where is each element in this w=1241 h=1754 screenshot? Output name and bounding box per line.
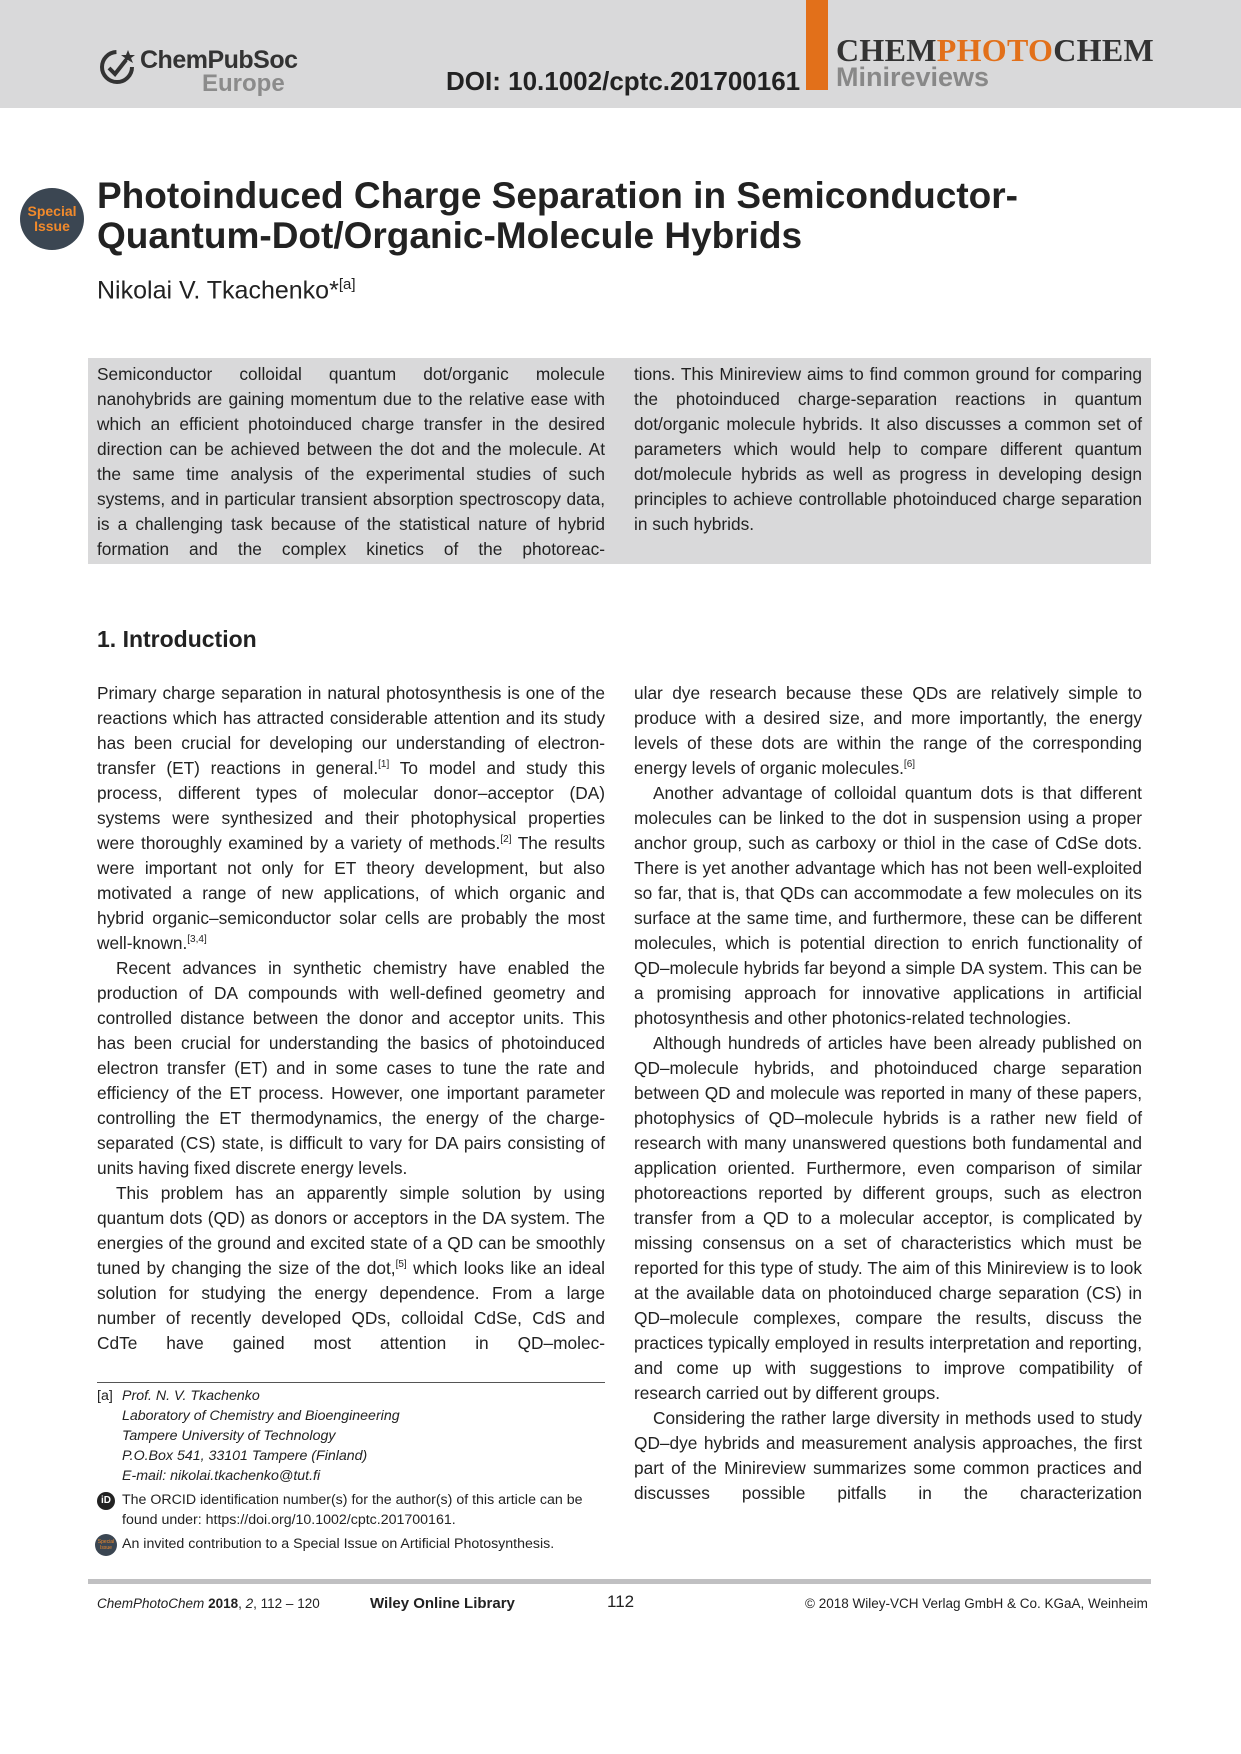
special-issue-footnote xyxy=(97,1534,605,1554)
special-issue-badge xyxy=(20,188,84,250)
journal-name-part2: PHOTO xyxy=(936,32,1054,68)
footer-journal-name: ChemPhotoChem xyxy=(97,1596,205,1611)
author-line xyxy=(97,276,356,305)
publisher-region: Europe xyxy=(202,70,285,97)
article-doi[interactable]: DOI: 10.1002/cptc.201700161 xyxy=(446,66,801,96)
title-line1: Photoinduced Charge Separation in Semiconductor- xyxy=(97,175,1018,216)
affiliation-address: P.O.Box 541, 33101 Tampere (Finland) xyxy=(122,1448,368,1464)
affiliation-name: Prof. N. V. Tkachenko xyxy=(122,1388,260,1404)
title-line2: Quantum-Dot/Organic-Molecule Hybrids xyxy=(97,215,803,256)
affiliation-university: Tampere University of Technology xyxy=(122,1428,336,1444)
paragraph-text: This problem has an apparently simple solution by using quantum dots (QD) as donors or acceptors in the DA system. The energies of the ground and excited state of a QD can be smoothly tuned by changing the size of the dot, xyxy=(97,1183,605,1278)
journal-name-part1: CHEM xyxy=(836,32,937,68)
orcid-icon: iD xyxy=(97,1492,115,1510)
special-issue-text: An invited contribution to a Special Issue on Artificial Photosynthesis. xyxy=(122,1536,555,1552)
paragraph xyxy=(634,681,1142,781)
journal-accent-bar xyxy=(806,0,828,90)
paragraph xyxy=(97,1181,605,1356)
footer-volume: 2 xyxy=(245,1596,254,1611)
page-number: 112 xyxy=(607,1592,635,1611)
paragraph xyxy=(97,681,605,956)
badge-line2: Issue xyxy=(34,218,70,234)
section-heading: 1. Introduction xyxy=(97,626,257,652)
affiliation-email[interactable]: E-mail: nikolai.tkachenko@tut.fi xyxy=(122,1468,321,1484)
orcid-footnote xyxy=(97,1490,605,1530)
orcid-text[interactable]: The ORCID identification number(s) for the author(s) of this article can be found under: https://doi.org/10.1002/cptc.201700161. xyxy=(122,1492,583,1528)
abstract-left-column xyxy=(97,362,605,562)
publisher-logo xyxy=(98,44,308,97)
publisher-name: ChemPubSoc xyxy=(140,46,298,74)
special-issue-icon xyxy=(95,1534,117,1556)
paragraph-text: The results were important not only for ET theory development, but also motivated a range of new applications, of which organic and hybrid organic–semiconductor solar cells are probably the most well-known. xyxy=(97,833,605,953)
abstract-text-right: tions. This Minireview aims to find common ground for comparing the photoinduced charge-separation reactions in quantum dot/organic molecule hybrids. It also discusses a common set of parameters which would help to compare different quantum dot/molecule hybrids as well as progress in developing design principles to achieve controllable photoinduced charge separation in such hybrids. xyxy=(634,364,1142,534)
footnote-mark: [a] xyxy=(97,1388,113,1404)
paragraph-text: which looks like an ideal solution for studying the energy dependence. From a large number of recently developed QDs, colloidal CdSe, CdS and CdTe have gained most attention in QD–molec- xyxy=(97,1258,605,1353)
footer-pages: , 112 – 120 xyxy=(253,1596,320,1611)
affiliation-footnote xyxy=(97,1386,605,1486)
author-affiliation-mark: [a] xyxy=(338,276,356,293)
citation[interactable]: [1] xyxy=(378,759,390,771)
footer-citation: ChemPhotoChem 2018, 2, 112 – 120 xyxy=(97,1596,320,1611)
author-name: Nikolai V. Tkachenko* xyxy=(97,276,339,305)
footnote-divider xyxy=(97,1382,605,1383)
journal-name-part3: CHEM xyxy=(1053,32,1154,68)
wiley-online-library-link[interactable]: Wiley Online Library xyxy=(370,1595,515,1612)
abstract-right-column xyxy=(634,362,1142,537)
article-type: Minireviews xyxy=(836,62,990,92)
article-title xyxy=(97,176,1097,256)
badge-line1: Special xyxy=(27,203,77,219)
paragraph: Considering the rather large diversity in methods used to study QD–dye hybrids and measurement analysis approaches, the first part of the Minireview summarizes some common practices and discusses possible pitfalls in the characterization xyxy=(634,1408,1142,1503)
citation[interactable]: [2] xyxy=(500,834,512,846)
body-right-column xyxy=(634,681,1142,1506)
citation[interactable]: [3,4] xyxy=(187,934,207,946)
affiliation-department: Laboratory of Chemistry and Bioengineering xyxy=(122,1408,400,1424)
paragraph: Although hundreds of articles have been already published on QD–molecule hybrids, and photoinduced charge separation between QD and molecule was reported in many of these papers, photophysics of QD–molecule hybrids is a rather new field of research with many unanswered questions both fundamental and application oriented. Furthermore, even comparison of similar photoreactions reported by different groups, such as electron transfer from a QD to a molecular acceptor, is complicated by missing consensus on a set of characteristics which must be reported for this type of study. The aim of this Minireview is to look at the available data on photoinduced charge separation (CS) in QD–molecule complexes, compare the results, discuss the practices typically employed in results interpretation and reporting, and come up with suggestions to improve compatibility of research carried out by different groups. xyxy=(634,1033,1142,1403)
paragraph-text: Primary charge separation in natural photosynthesis is one of the reactions which has attracted considerable attention and its study has been crucial for developing our understanding of electron-transfer (ET) reactions in general. xyxy=(97,683,605,778)
citation[interactable]: [6] xyxy=(903,759,916,771)
chempubsoc-star-icon xyxy=(98,48,136,86)
copyright-notice: © 2018 Wiley-VCH Verlag GmbH & Co. KGaA, Weinheim xyxy=(805,1596,1148,1611)
paragraph-text: To model and study this process, different types of molecular donor–acceptor (DA) systems were synthesized and their photophysical properties were thoroughly examined by a variety of methods. xyxy=(97,758,606,853)
footnotes xyxy=(97,1386,605,1554)
body-left-column xyxy=(97,681,605,1356)
paragraph: Another advantage of colloidal quantum dots is that different molecules can be linked to the dot in suspension using a proper anchor group, such as carboxy or thiol in the case of CdSe dots. There is yet another advantage which has not been well-exploited so far, that is, that QDs can accommodate a few molecules on its surface at the same time, and furthermore, these can be different molecules, which is potential direction to enrich functionality of QD–molecule hybrids far beyond a simple DA system. This can be a promising approach for innovative applications in artificial photosynthesis and other photonics-related technologies. xyxy=(634,783,1142,1028)
footer-divider xyxy=(88,1579,1151,1584)
citation[interactable]: [5] xyxy=(395,1259,407,1271)
badge-line1: Special xyxy=(97,1539,115,1545)
abstract-text-left: Semiconductor colloidal quantum dot/organic molecule nanohybrids are gaining momentum due to the relative ease with which an efficient photoinduced charge transfer in the desired direction can be achieved between the dot and the molecule. At the same time analysis of the experimental studies of such systems, and in particular transient absorption spectroscopy data, is a challenging task because of the statistical nature of hybrid formation and the complex kinetics of the photoreac- xyxy=(97,364,605,559)
footer-year: 2018 xyxy=(208,1596,239,1611)
paragraph: Recent advances in synthetic chemistry have enabled the production of DA compounds with well-defined geometry and controlled distance between the donor and acceptor units. This has been crucial for understanding the basics of photoinduced electron transfer (ET) and in some cases to tune the rate and efficiency of the ET process. However, one important parameter controlling the ET thermodynamics, the energy of the charge-separated (CS) state, is difficult to vary for DA pairs consisting of units having fixed discrete energy levels. xyxy=(97,958,605,1178)
paragraph-text: ular dye research because these QDs are relatively simple to produce with a desired size, and more importantly, the energy levels of these dots are within the range of the corresponding energy levels of organic molecules. xyxy=(634,683,1142,778)
badge-line2: Issue xyxy=(100,1545,112,1551)
